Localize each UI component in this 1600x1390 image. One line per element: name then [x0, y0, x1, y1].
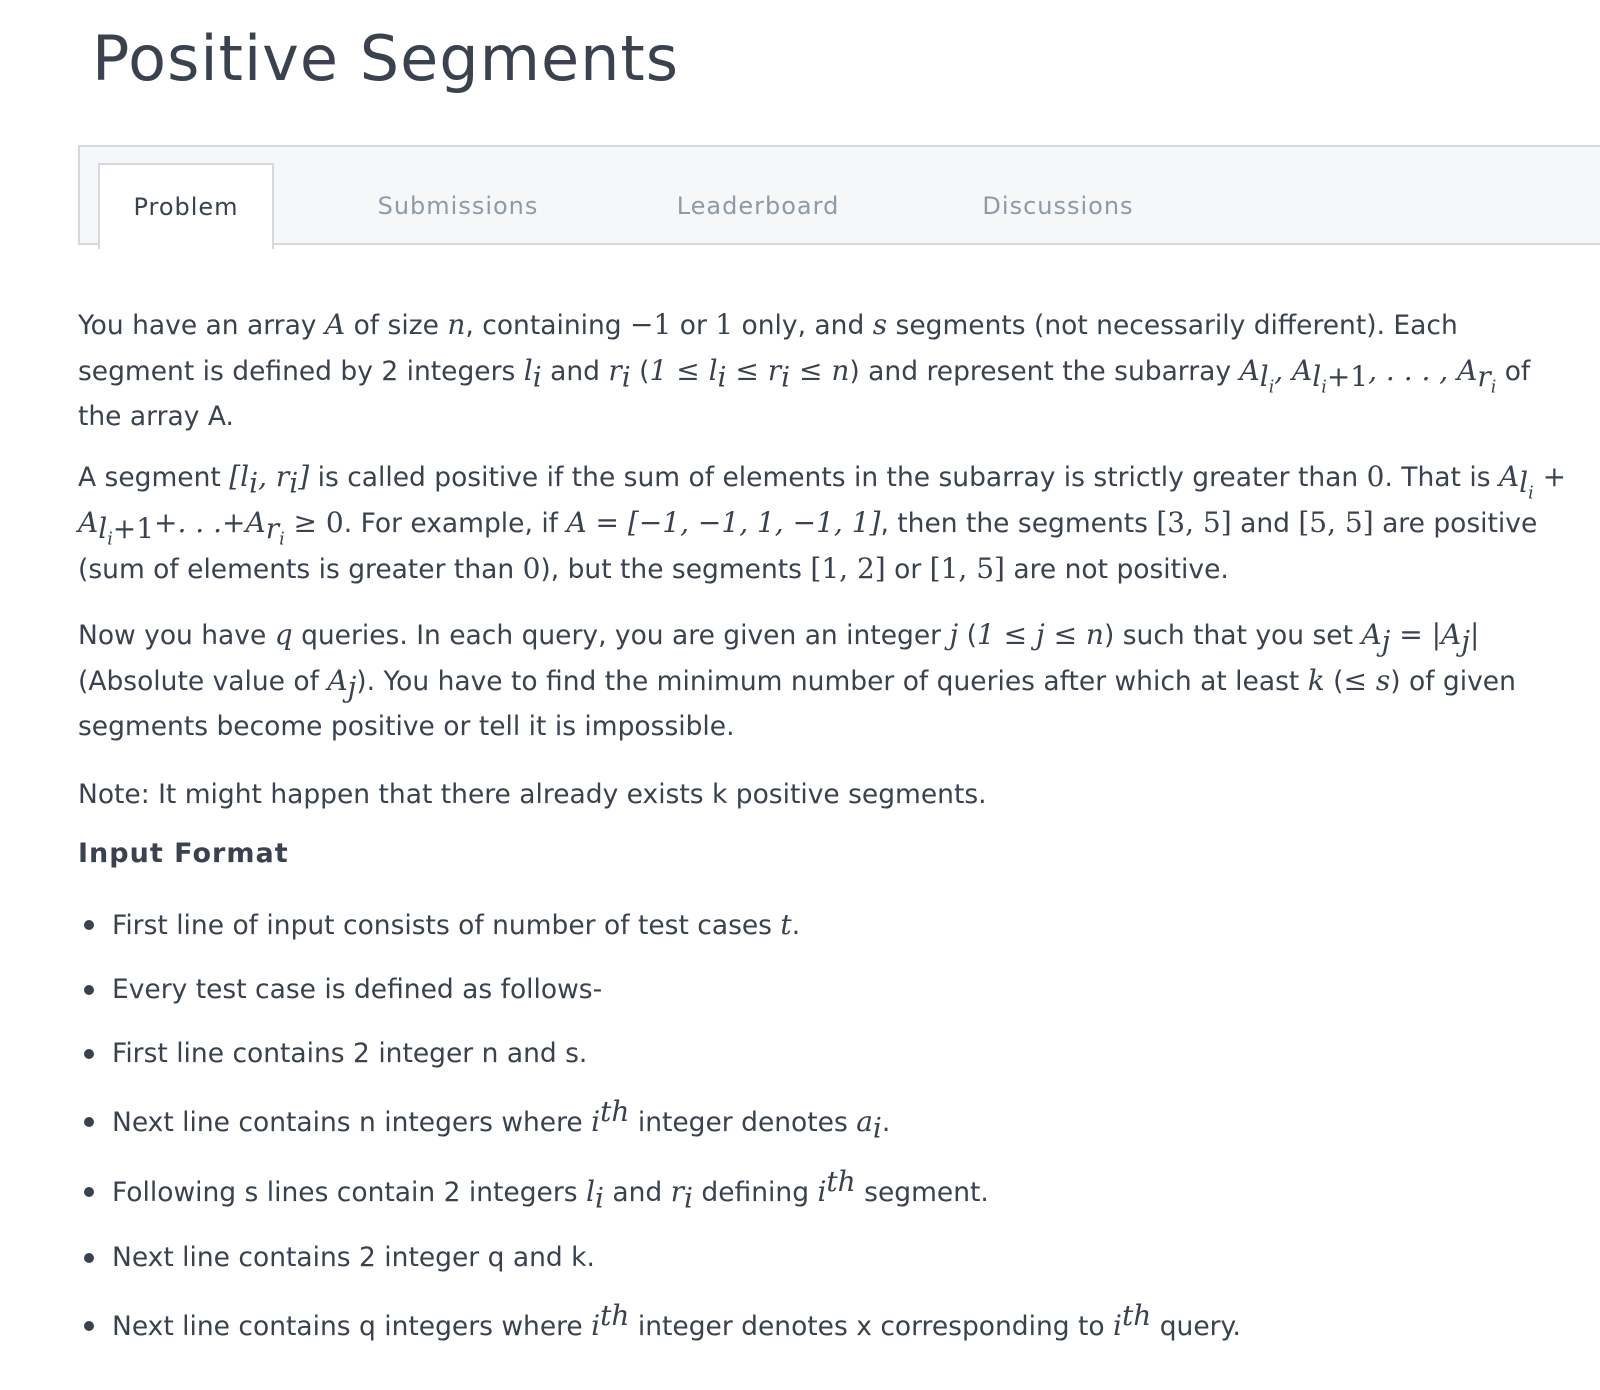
tab-leaderboard[interactable]: Leaderboard: [676, 192, 840, 220]
statement-paragraph-1: You have an array A of size n, containing −1 or 1 only, and s segments (not necessarily different). Each segment is defined by 2 integers $l_i$ and $r_i$ $(1 \le l_i \le r_i \le n)$ and represent the subarray $A_{l_i}$, $A_{l_i+1}$, . . . , $A_{r_i}$ of the array A.: [78, 308, 1531, 432]
bullet-dot: [84, 1049, 94, 1059]
bullet-dot: [84, 1253, 94, 1263]
statement-paragraph-2: A segment [$l_i$, $r_i$] is called positive if the sum of elements in the subarray is strictly greater than 0. That is $A_{l_i} + A_{l_i+1}+$. . $.+A_{r_i} \ge 0$. For example, if A = [−1, −1, 1, −1, 1], then the segments [3, 5] and [5, 5] are positive (sum of elements is greater than 0), but the segments [1, 2] or [1, 5] are not positive.: [78, 460, 1567, 585]
bullet-dot: [84, 1117, 94, 1127]
bullet-dot: [84, 920, 94, 930]
page-title: Positive Segments: [92, 22, 680, 95]
bullet-dot: [84, 1187, 94, 1197]
statement-paragraph-3: Now you have q queries. In each query, you are given an integer j (1 ≤ j ≤ n) such that you set $A_j = |A_j|$ (Absolute value of $A_j$). You have to find the minimum number of queries after which at least k (≤ s) of given segments become positive or tell it is impossible.: [78, 618, 1516, 742]
tab-discussions[interactable]: Discussions: [982, 192, 1134, 220]
tab-problem[interactable]: Problem: [98, 163, 274, 249]
bullet-dot: [84, 1321, 94, 1331]
tab-bar: [78, 145, 1600, 245]
bullet-dot: [84, 985, 94, 995]
tab-submissions[interactable]: Submissions: [377, 192, 539, 220]
page: Positive Segments Problem Submissions Leaderboard Discussions You have an array A of size n, containing −1 or 1 only, and s segments (not necessarily different). Each segment is defined by 2 integers $l_i$ and $r_i$ $(1 \le l_i \le r_i \le n)$ and represent the subarray $A_{l_i}$, $A_{l_i+1}$, . . . , $A_{r_i}$ of the array A. A segment [$l_i$, $r_i$] is called positive if the sum of elements in the subarray is strictly greater than 0. That is $A_{l_i} + A_{l_i+1}+$. . $.+A_{r_i} \ge 0$. For example, if A = [−1, −1, 1, −1, 1], then the segments [3, 5] and [5, 5] are positive (sum of elements is greater than 0), but the segments [1, 2] or [1, 5] are not positive. Now you have q queries. In each query, you are given an integer j (1 ≤ j ≤ n) such that you set $A_j = |A_j|$ (Absolute value of $A_j$). You have to find the minimum number of queries after which at least k (≤ s) of given segments become positive or tell it is impossible. Note: It might happen that there already exists k positive segments. Input Format First line of input consists of number of test cases t. Every test case is defined as follows- First line contains 2 integer n and s. Next line contains n integers where $i^{th}$ integer denotes $a_i$. Following s lines contain 2 integers $l_i$ and $r_i$ defining $i^{th}$ segment. Next line contains 2 integer q and k. Next line contains q integers where $i^{th}$ integer denotes x corresponding to $i^{th}$ query.: [0, 0, 1600, 1390]
input-format-heading: Input Format: [78, 838, 289, 869]
statement-note: Note: It might happen that there already exists k positive segments.: [78, 779, 987, 810]
